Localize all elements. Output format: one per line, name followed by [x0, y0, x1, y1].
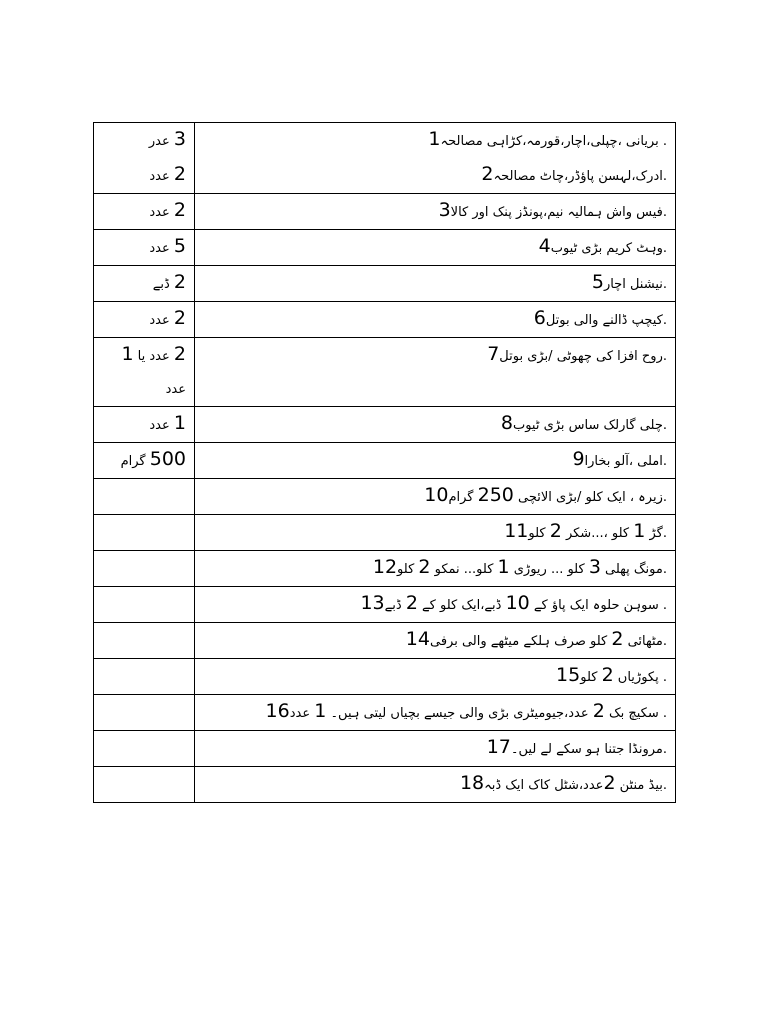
quantity-text	[102, 767, 186, 800]
quantity-cell	[94, 659, 195, 695]
quantity-cell	[94, 338, 195, 407]
quantity-text: عدد	[165, 382, 186, 397]
quantity-cell	[94, 731, 195, 767]
item-cell	[195, 302, 676, 338]
table-row	[94, 338, 676, 407]
quantity-text	[102, 695, 186, 728]
table-row	[94, 515, 676, 551]
item-cell	[195, 338, 676, 407]
quantity-text	[102, 731, 186, 764]
table-row	[94, 266, 676, 302]
table-row	[94, 623, 676, 659]
table-row	[94, 194, 676, 230]
item-cell	[195, 266, 676, 302]
quantity-text	[102, 515, 186, 548]
table-row	[94, 587, 676, 623]
quantity-cell	[94, 302, 195, 338]
item-cell	[195, 659, 676, 695]
item-text	[203, 373, 667, 406]
item-cell	[195, 194, 676, 230]
item-cell	[195, 230, 676, 266]
quantity-cell	[94, 479, 195, 515]
item-cell	[195, 695, 676, 731]
quantity-text	[102, 551, 186, 584]
table-row	[94, 731, 676, 767]
quantity-cell	[94, 767, 195, 803]
table-row	[94, 123, 676, 194]
item-text: .نیشنل اچار5	[591, 271, 667, 293]
table-row	[94, 302, 676, 338]
table-row	[94, 407, 676, 443]
item-cell	[195, 623, 676, 659]
item-text: . بریانی ،چپلی،اچار،قورمہ،کڑاہی مصالحہ1	[428, 128, 667, 150]
item-text: . سکیچ بک 2 عدد،جیومیٹری بڑی والی جیسے بچیاں لیتی ہیں۔ 1 عدد16	[265, 700, 667, 722]
quantity-text: 2 عدد	[149, 307, 186, 329]
quantity-text	[102, 623, 186, 656]
quantity-cell	[94, 266, 195, 302]
table-row	[94, 443, 676, 479]
item-text: .زیرہ ، ایک کلو /بڑی الائچی 250 گرام10	[424, 484, 667, 506]
table-row	[94, 659, 676, 695]
item-cell	[195, 731, 676, 767]
item-text: .کیچپ ڈالنے والی بوتل6	[533, 307, 667, 329]
item-text: .وہٹ کریم بڑی ٹیوب4	[538, 235, 667, 257]
quantity-cell	[94, 551, 195, 587]
quantity-text: 2 عدد	[149, 199, 186, 221]
quantity-text	[102, 659, 186, 692]
shopping-list-body	[94, 123, 676, 803]
table-row	[94, 230, 676, 266]
quantity-text: 3 عدر	[148, 128, 186, 150]
item-cell	[195, 515, 676, 551]
quantity-cell	[94, 515, 195, 551]
quantity-cell	[94, 123, 195, 194]
item-cell	[195, 587, 676, 623]
item-cell	[195, 479, 676, 515]
item-text: .املی ،آلو بخارا9	[572, 448, 667, 470]
item-text: .روح افزا کی چھوٹی /بڑی بوتل7	[487, 343, 667, 365]
table-row	[94, 695, 676, 731]
item-text: .مونگ پھلی 3 کلو ... ریوڑی 1 کلو... نمکو 2 کلو12	[372, 556, 667, 578]
quantity-cell	[94, 230, 195, 266]
table-row	[94, 479, 676, 515]
shopping-list-table	[93, 122, 676, 803]
quantity-text: 2 ڈبے	[152, 271, 186, 293]
quantity-text	[102, 479, 186, 512]
quantity-text: 5 عدد	[149, 235, 186, 257]
item-text: .فیس واش ہمالیہ نیم،پونڈز پنک اور کالا3	[438, 199, 667, 221]
quantity-cell	[94, 407, 195, 443]
item-cell	[195, 767, 676, 803]
item-cell	[195, 443, 676, 479]
quantity-cell	[94, 194, 195, 230]
quantity-cell	[94, 443, 195, 479]
quantity-text: 2 عدد یا 1	[121, 343, 186, 365]
item-cell	[195, 551, 676, 587]
item-text: .مٹھائی 2 کلو صرف ہلکے میٹھے والی برفی14	[405, 628, 667, 650]
quantity-text	[102, 587, 186, 620]
item-cell	[195, 123, 676, 194]
item-text: .مرونڈا جتنا ہو سکے لے لیں۔17	[486, 736, 667, 758]
quantity-cell	[94, 695, 195, 731]
table-row	[94, 767, 676, 803]
item-text: .ادرک،لہسن پاؤڈر،چاٹ مصالحہ2	[481, 163, 667, 185]
table-row	[94, 551, 676, 587]
item-cell	[195, 407, 676, 443]
item-text: .بیڈ منٹن 2عدد،شٹل کاک ایک ڈبہ18	[459, 772, 667, 794]
item-text: . پکوڑیاں 2 کلو15	[556, 664, 667, 686]
quantity-text: 1 عدد	[149, 412, 186, 434]
item-text: . سوہن حلوہ ایک پاؤ کے 10 ڈبے،ایک کلو کے 2 ڈبے13	[360, 592, 667, 614]
quantity-cell	[94, 623, 195, 659]
quantity-text: 2 عدد	[149, 163, 186, 185]
quantity-text: 500 گرام	[120, 448, 186, 470]
quantity-cell	[94, 587, 195, 623]
item-text: .گڑ 1 کلو ،...شکر 2 کلو11	[504, 520, 667, 542]
item-text: .چلی گارلک ساس بڑی ٹیوب8	[500, 412, 667, 434]
